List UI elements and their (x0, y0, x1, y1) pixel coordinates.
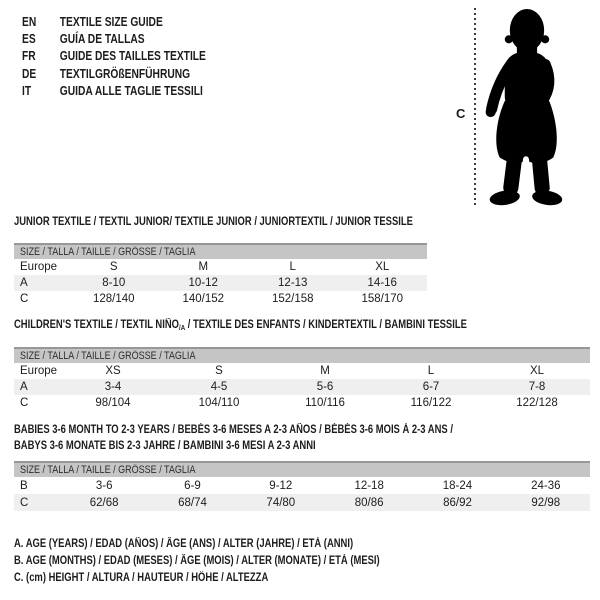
babies-size-table (14, 461, 590, 511)
cell: 14-16 (367, 277, 397, 289)
cell: 116/122 (410, 397, 452, 409)
cell: 128/140 (92, 293, 135, 305)
cell: 68/74 (178, 496, 207, 509)
children-size-table-header (14, 347, 590, 363)
table-row-height (14, 395, 590, 411)
cell: 6-7 (422, 381, 440, 393)
cell: 3-6 (95, 479, 113, 492)
cell: 140/152 (182, 293, 225, 305)
cell: XL (375, 261, 390, 273)
cell: 4-5 (210, 381, 228, 393)
footnote-text: B. AGE (MONTHS) / EDAD (MESES) / ÂGE (MOIS) / ALTER (MONATE) / ETÀ (MESI) (14, 555, 380, 567)
height-measure-label: C (456, 106, 466, 121)
junior-size-table (14, 243, 427, 307)
language-code: EN (22, 14, 37, 29)
cell: L (289, 261, 296, 273)
toddler-silhouette (482, 6, 574, 208)
table-row-europe (14, 363, 590, 379)
cell: S (109, 261, 118, 273)
cell: 122/128 (516, 397, 558, 409)
row-label: A (20, 277, 28, 289)
table-row-height (14, 291, 427, 307)
row-label: Europe (20, 365, 58, 377)
title-pre: CHILDREN'S TEXTILE / TEXTIL NIÑO (14, 319, 180, 331)
cell: 74/80 (266, 496, 296, 509)
language-title: GUIDA ALLE TAGLIE TESSILI (59, 84, 203, 99)
table-row-age (14, 275, 427, 291)
row-label: Europe (20, 261, 58, 273)
language-title: GUIDE DES TAILLES TEXTILE (59, 49, 206, 64)
cell: 9-12 (269, 479, 293, 492)
cell: M (320, 365, 330, 377)
junior-size-table-header (14, 243, 427, 259)
table-row-age-months (14, 477, 590, 494)
footnote-text: A. AGE (YEARS) / EDAD (AÑOS) / ÂGE (ANS) / ALTER (JAHRE) / ETÀ (ANNI) (14, 538, 354, 550)
language-code: DE (22, 66, 37, 81)
cell: L (427, 365, 435, 377)
cell: 5-6 (316, 381, 334, 393)
cell: 12-13 (278, 277, 308, 289)
language-code: IT (22, 84, 32, 99)
cell: 98/104 (95, 397, 131, 409)
row-label: C (20, 496, 29, 509)
children-section-title (14, 319, 566, 331)
footnote-height-cm (14, 572, 460, 589)
footnote-age-months (14, 555, 460, 572)
cell: 62/68 (89, 496, 119, 509)
language-code: ES (22, 32, 36, 47)
junior-section-title-text: JUNIOR TEXTILE / TEXTIL JUNIOR/ TEXTILE JUNIOR / JUNIORTEXTIL / JUNIOR TESSILE (14, 216, 413, 228)
cell: 12-18 (354, 479, 384, 492)
language-title: TEXTILGRÖßENFÜHRUNG (59, 66, 191, 81)
cell: 158/170 (361, 293, 404, 305)
cell: 8-10 (102, 277, 126, 289)
size-header-label: SIZE / TALLA / TAILLE / GRÖSSE / TAGLIA (20, 246, 196, 258)
babies-section-title-line1 (14, 424, 549, 436)
footnote-text: C. (cm) HEIGHT / ALTURA / HAUTEUR / HÖHE / ALTEZZA (14, 572, 269, 584)
language-row-en (22, 13, 206, 30)
row-label: C (20, 397, 29, 409)
babies-section-title-line2 (14, 440, 382, 452)
cell: S (215, 365, 223, 377)
children-section-title-text (14, 319, 467, 331)
language-list (22, 13, 246, 100)
cell: 86/92 (443, 496, 472, 509)
language-row-de (22, 65, 206, 82)
cell: 152/158 (271, 293, 314, 305)
cell: XS (105, 365, 121, 377)
table-row-height (14, 494, 590, 511)
height-measure-dotted-line (474, 8, 476, 208)
size-header-label: SIZE / TALLA / TAILLE / GRÖSSE / TAGLIA (20, 464, 196, 476)
language-title: TEXTILE SIZE GUIDE (59, 14, 163, 29)
cell: 18-24 (442, 479, 473, 492)
language-row-fr (22, 48, 206, 65)
cell: 80/86 (354, 496, 384, 509)
title-post: / TEXTILE DES ENFANTS / KINDERTEXTIL / BAMBINI TESSILE (185, 319, 467, 331)
cell: XL (529, 365, 545, 377)
table-row-age (14, 379, 590, 395)
junior-section-title (14, 216, 500, 228)
footnote-age-years (14, 538, 460, 555)
row-label: B (20, 479, 28, 492)
language-row-it (22, 83, 206, 100)
row-label: C (20, 293, 29, 305)
cell: M (198, 261, 209, 273)
cell: 3-4 (104, 381, 122, 393)
legend-footnotes (14, 538, 460, 589)
table-row-europe (14, 259, 427, 275)
row-label: A (20, 381, 28, 393)
cell: 104/110 (198, 397, 240, 409)
cell: 24-36 (531, 479, 561, 492)
cell: 10-12 (188, 277, 218, 289)
cell: 6-9 (184, 479, 201, 492)
language-code: FR (22, 49, 36, 64)
title-subscript: /A (179, 323, 186, 332)
cell: 92/98 (531, 496, 561, 509)
babies-size-table-header (14, 461, 590, 477)
size-header-label: SIZE / TALLA / TAILLE / GRÖSSE / TAGLIA (20, 350, 196, 362)
cell: 110/116 (305, 397, 345, 409)
language-row-es (22, 30, 206, 47)
language-title: GUÍA DE TALLAS (59, 32, 145, 47)
babies-title-line2-text: BABYS 3-6 MONATE BIS 2-3 JAHRE / BAMBINI 3-6 MESI A 2-3 ANNI (14, 440, 316, 452)
cell: 7-8 (528, 381, 546, 393)
children-size-table (14, 347, 590, 411)
babies-title-line1-text: BABIES 3-6 MONTH TO 2-3 YEARS / BEBÉS 3-6 MESES A 2-3 AÑOS / BÉBÉS 3-6 MOIS À 2-3 ANS / (14, 424, 453, 436)
